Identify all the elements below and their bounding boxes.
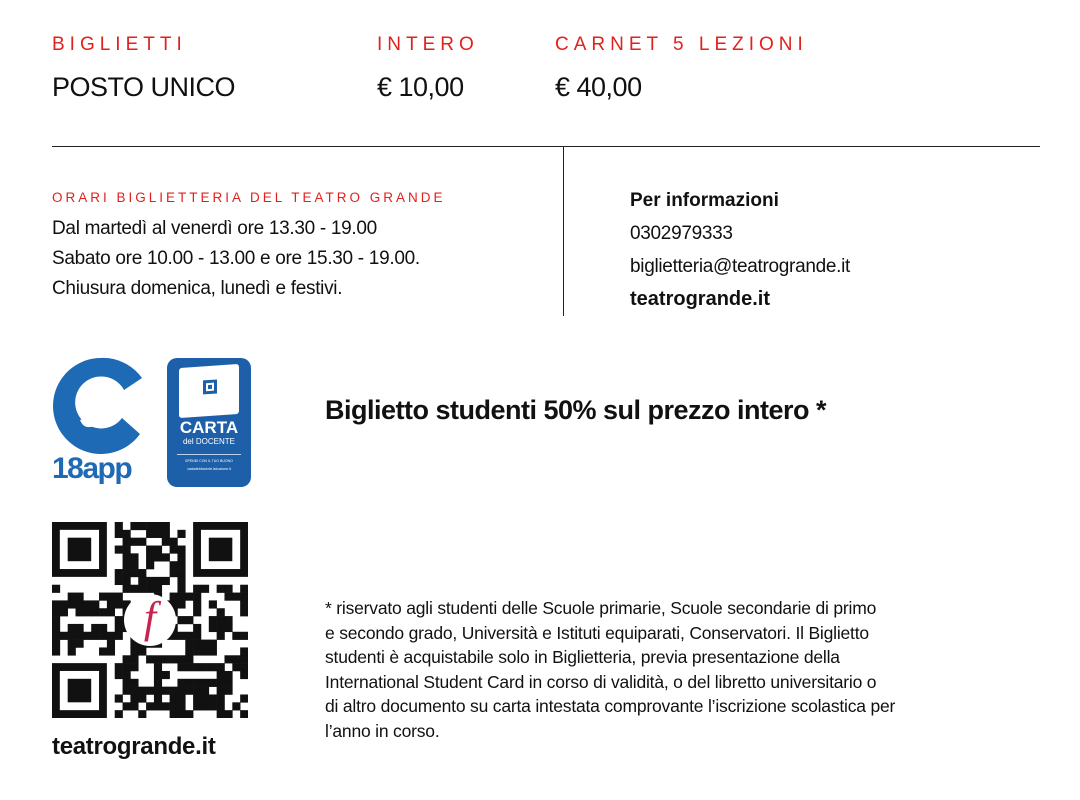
box-office-line: Chiusura domenica, lunedì e festivi. [52,278,343,299]
full-price: € 10,00 [377,72,464,102]
info-title: Per informazioni [630,190,779,211]
footnote-line: International Student Card in corso di validità, o del libretto universitario o [325,671,877,692]
info-website: teatrogrande.it [630,288,771,310]
student-discount-headline: Biglietto studenti 50% sul prezzo intero * [325,395,827,425]
info-phone: 0302979333 [630,223,733,244]
carta-small-2: cartadeldocente.istruzione.it [187,467,231,471]
carnet-heading: CARNET 5 LEZIONI [555,34,808,55]
footnote-line: l’anno in corso. [325,720,440,741]
qr-code[interactable] [52,522,248,718]
card-icon [179,364,239,418]
seat-type: POSTO UNICO [52,72,236,102]
info-email: biglietteria@teatrogrande.it [630,256,851,277]
qr-caption: teatrogrande.it [52,733,216,760]
app18-logo [50,356,150,488]
full-price-heading: INTERO [377,34,479,55]
footnote-line: di altro documento su carta intestata comprovante l’iscrizione scolastica per [325,696,896,716]
app18-c-icon [50,356,150,456]
footnote-line: studenti è acquistabile solo in Biglietteria, previa presentazione della [325,647,840,667]
teatro-f-icon: f [143,593,157,642]
tickets-heading: BIGLIETTI [52,34,187,55]
box-office-line: Sabato ore 10.00 - 13.00 e ore 15.30 - 19.00. [52,248,420,269]
carta-small-1: SPENDI CON IL TUO BUONO [185,459,233,463]
footnote [325,596,1025,743]
carta-title: CARTA [179,418,239,437]
vertical-divider [563,146,564,316]
carta-docente-logo [167,358,251,487]
horizontal-divider [52,146,1040,147]
carta-subtitle: del DOCENTE [182,437,235,446]
carnet-price: € 40,00 [555,72,642,102]
footnote-line: e secondo grado, Università e Istituti equiparati, Conservatori. Il Biglietto [325,622,869,643]
box-office-title: ORARI BIGLIETTERIA DEL TEATRO GRANDE [52,190,446,205]
app18-label: 18app [52,452,132,485]
box-office-line: Dal martedì al venerdì ore 13.30 - 19.00 [52,218,377,239]
footnote-line: * riservato agli studenti delle Scuole primarie, Scuole secondarie di primo [325,598,877,618]
